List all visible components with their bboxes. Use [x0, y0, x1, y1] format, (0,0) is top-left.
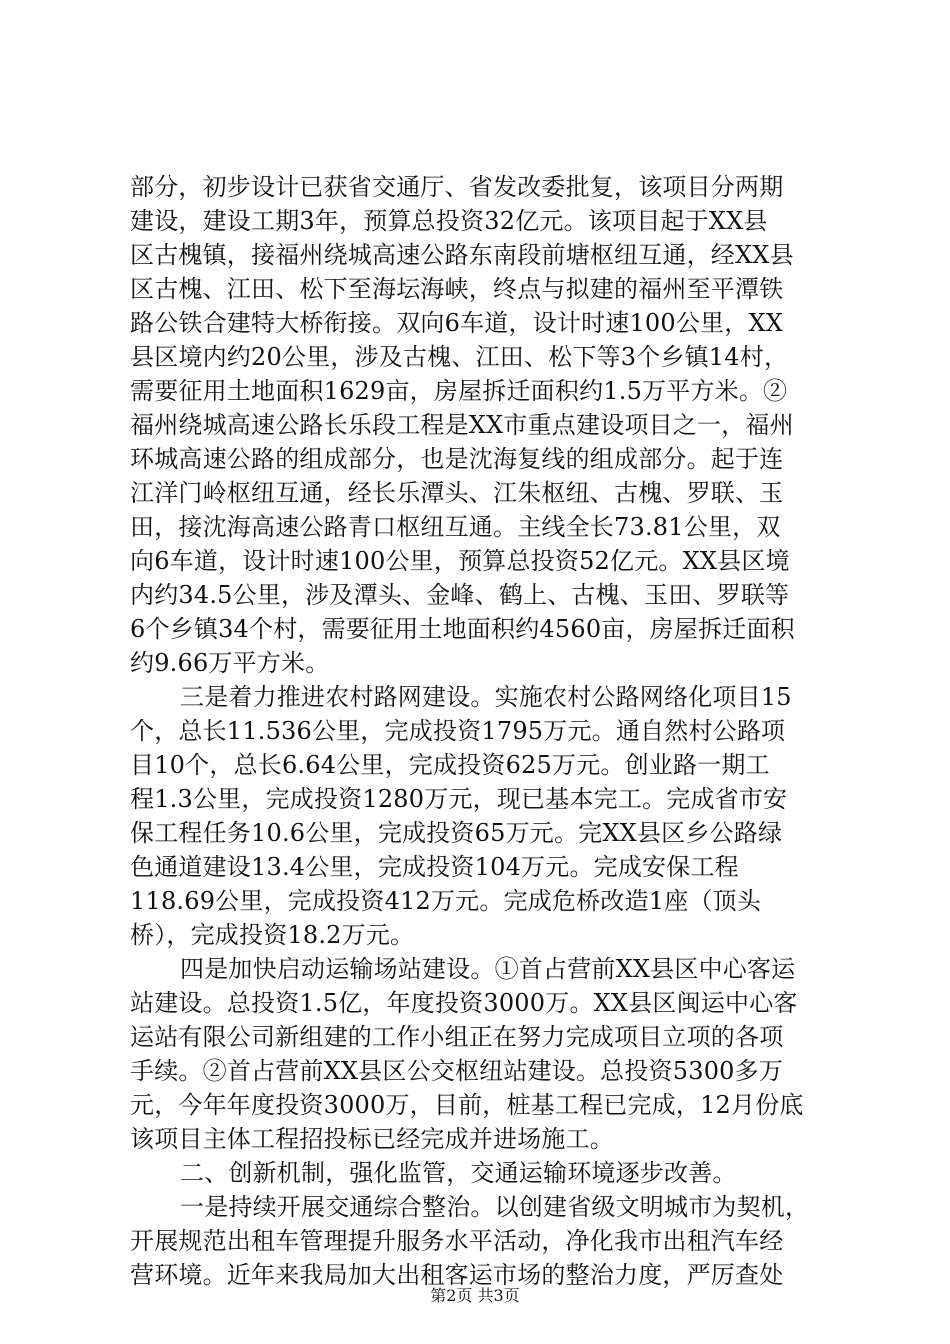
text-line: 手续。②首占营前XX县区公交枢纽站建设。总投资5300多万: [130, 1057, 784, 1085]
text-line: 目10个，总长6.64公里，完成投资625万元。创业路一期工: [130, 751, 770, 779]
paragraph: [130, 1156, 840, 1190]
text-line: 程1.3公里，完成投资1280万元，现已基本完工。完成省市安: [130, 785, 788, 813]
text-line: 运站有限公司新组建的工作小组正在努力完成项目立项的各项: [130, 1023, 784, 1051]
text-line: 开展规范出租车管理提升服务水平活动，净化我市出租汽车经: [130, 1227, 784, 1255]
text-line: 环城高速公路的组成部分，也是沈海复线的组成部分。起于连: [130, 445, 784, 473]
text-line: 需要征用土地面积1629亩，房屋拆迁面积约1.5万平方米。②: [130, 377, 788, 405]
text-line: 站建设。总投资1.5亿，年度投资3000万。XX县区闽运中心客: [130, 989, 798, 1017]
text-line: 区古槐镇，接福州绕城高速公路东南段前塘枢纽互通，经XX县: [130, 241, 794, 269]
text-line: 个，总长11.536公里，完成投资1795万元。通自然村公路项: [130, 717, 786, 745]
text-line: 田，接沈海高速公路青口枢纽互通。主线全长73.81公里，双: [130, 513, 781, 541]
text-line: 江洋门岭枢纽互通，经长乐潭头、江朱枢纽、古槐、罗联、玉: [130, 479, 784, 507]
page-footer: 第2页 共3页: [430, 1286, 520, 1305]
text-line: 该项目主体工程招投标已经完成并进场施工。: [130, 1125, 614, 1153]
text-line: 建设，建设工期3年，预算总投资32亿元。该项目起于XX县: [130, 207, 768, 235]
text-line: 6个乡镇34个村，需要征用土地面积约4560亩，房屋拆迁面积: [130, 615, 795, 643]
text-line: 向6车道，设计时速100公里，预算总投资52亿元。XX县区境: [130, 547, 790, 575]
text-line: 营环境。近年来我局加大出租客运市场的整治力度，严厉查处: [130, 1261, 784, 1289]
paragraph: [130, 952, 840, 1156]
text-line: 一是持续开展交通综合整治。以创建省级文明城市为契机，: [180, 1193, 810, 1221]
text-line: 内约34.5公里，涉及潭头、金峰、鹤上、古槐、玉田、罗联等: [130, 581, 790, 609]
text-line: 元，今年年度投资3000万，目前，桩基工程已完成，12月份底: [130, 1091, 804, 1119]
text-line: 四是加快启动运输场站建设。①首占营前XX县区中心客运: [180, 955, 796, 983]
paragraph: [130, 170, 840, 680]
text-line: 部分，初步设计已获省交通厅、省发改委批复，该项目分两期: [130, 173, 784, 201]
text-line: 桥），完成投资18.2万元。: [130, 921, 415, 949]
text-line: 118.69公里，完成投资412万元。完成危桥改造1座（顶头: [130, 887, 762, 915]
document-body: [130, 170, 840, 1292]
text-line: 三是着力推进农村路网建设。实施农村公路网络化项目15: [180, 683, 792, 711]
text-line: 约9.66万平方米。: [130, 649, 330, 677]
paragraph: [130, 680, 840, 952]
paragraph: [130, 1190, 840, 1292]
text-line: 二、创新机制，强化监管，交通运输环境逐步改善。: [180, 1159, 737, 1187]
text-line: 保工程任务10.6公里，完成投资65万元。完XX县区乡公路绿: [130, 819, 783, 847]
text-line: 区古槐、江田、松下至海坛海峡，终点与拟建的福州至平潭铁: [130, 275, 784, 303]
text-line: 色通道建设13.4公里，完成投资104万元。完成安保工程: [130, 853, 739, 881]
text-line: 县区境内约20公里，涉及古槐、江田、松下等3个乡镇14村，: [130, 343, 789, 371]
text-line: 福州绕城高速公路长乐段工程是XX市重点建设项目之一，福州: [130, 411, 794, 439]
text-line: 路公铁合建特大桥衔接。双向6车道，设计时速100公里，XX: [130, 309, 784, 337]
